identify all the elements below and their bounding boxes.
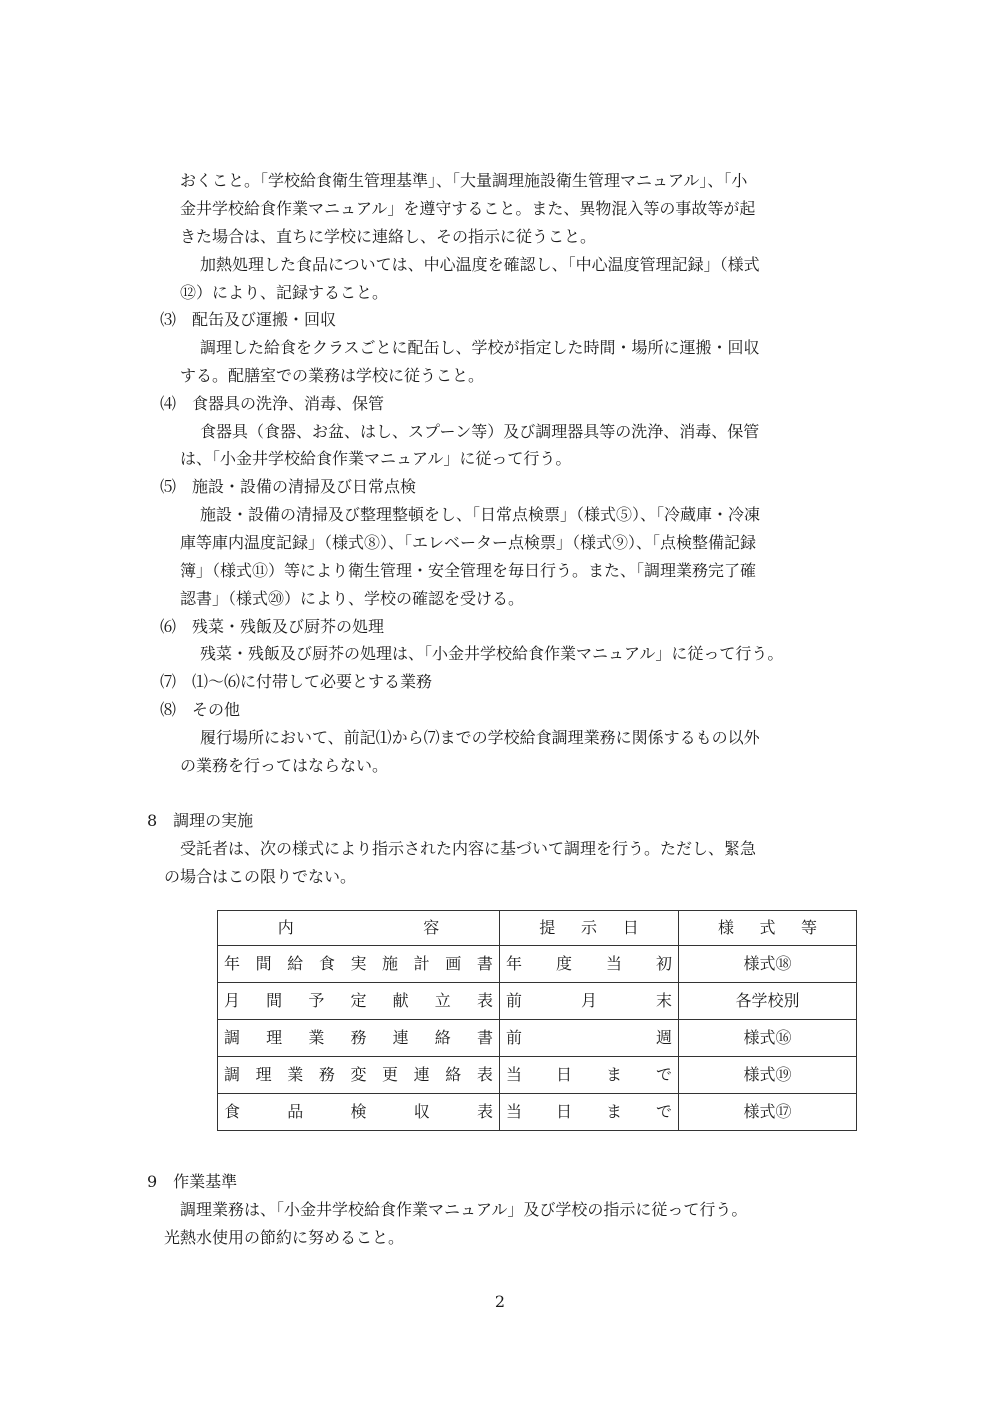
cell-char: で — [655, 1065, 672, 1084]
paragraph-line: する。配膳室での業務は学校に従うこと。 — [180, 366, 485, 385]
cell-char: ま — [605, 1102, 622, 1121]
cell-char: 検 — [350, 1102, 367, 1121]
section-heading: ⑹ 残菜・残飯及び厨芥の処理 — [160, 617, 385, 636]
paragraph-line: 履行場所において、前記⑴から⑺までの学校給食調理業務に関係するもの以外 — [200, 728, 760, 747]
cell-char: 書 — [476, 1028, 493, 1047]
header-content — [218, 911, 500, 946]
row-content — [218, 983, 500, 1020]
paragraph-line: の業務を行ってはならない。 — [180, 756, 389, 775]
cell-text — [506, 992, 672, 1010]
cell-char: 務 — [318, 1065, 335, 1084]
cell-char: 表 — [476, 1102, 493, 1121]
section-heading: ⑷ 食器具の洗浄、消毒、保管 — [160, 394, 385, 413]
paragraph-line: 庫等庫内温度記録」（様式⑧）、「エレベーター点検票」（様式⑨）、「点検整備記録 — [180, 533, 757, 552]
cell-char: 変 — [350, 1065, 367, 1084]
table-row — [218, 1020, 857, 1057]
cell-char: 日 — [555, 1102, 572, 1121]
table-row — [218, 983, 857, 1020]
chapter-heading: 8 調理の実施 — [147, 811, 254, 830]
section-heading: ⑺ ⑴～⑹に付帯して必要とする業務 — [160, 672, 433, 691]
cell-char: ま — [605, 1065, 622, 1084]
cell-char: 立 — [434, 991, 451, 1010]
cell-char: 書 — [476, 954, 493, 973]
row-content — [218, 1057, 500, 1094]
section-heading: ⑻ その他 — [160, 700, 241, 719]
header-char: 等 — [800, 918, 817, 937]
cell-char: 年 — [224, 954, 241, 973]
paragraph-line: は、「小金井学校給食作業マニュアル」に従って行う。 — [180, 449, 572, 468]
row-form: 様式⑰ — [679, 1094, 857, 1131]
cell-char: 表 — [476, 991, 493, 1010]
cell-char: 間 — [266, 991, 283, 1010]
cell-char: 絡 — [445, 1065, 462, 1084]
cell-char: 月 — [580, 991, 597, 1010]
header-char: 容 — [423, 918, 440, 937]
cell-text — [224, 1103, 493, 1121]
cell-text — [224, 992, 493, 1010]
cell-char: 調 — [224, 1065, 241, 1084]
table-row — [218, 1094, 857, 1131]
paragraph-line: 簿」（様式⑪）等により衛生管理・安全管理を毎日行う。また、「調理業務完了確 — [180, 561, 757, 580]
section-heading: ⑶ 配缶及び運搬・回収 — [160, 310, 337, 329]
cell-char: 表 — [476, 1065, 493, 1084]
form-table — [217, 910, 857, 1131]
cell-char: 施 — [382, 954, 399, 973]
row-content — [218, 1020, 500, 1057]
cell-char: 給 — [287, 954, 304, 973]
cell-char: 計 — [413, 954, 430, 973]
header-text — [224, 919, 493, 937]
chapter-heading: 9 作業基準 — [147, 1172, 238, 1191]
cell-char: 初 — [655, 954, 672, 973]
paragraph-line: 調理した給食をクラスごとに配缶し、学校が指定した時間・場所に運搬・回収 — [200, 338, 760, 357]
paragraph-line: 残菜・残飯及び厨芥の処理は、「小金井学校給食作業マニュアル」に従って行う。 — [200, 644, 784, 663]
paragraph-line: 認書」（様式⑳）により、学校の確認を受ける。 — [180, 589, 525, 608]
cell-char: 度 — [555, 954, 572, 973]
cell-char: 理 — [266, 1028, 283, 1047]
cell-char: 画 — [445, 954, 462, 973]
cell-char: 前 — [506, 991, 523, 1010]
cell-char: 食 — [224, 1102, 241, 1121]
cell-char: 調 — [224, 1028, 241, 1047]
header-text — [506, 919, 672, 937]
cell-char: 間 — [255, 954, 272, 973]
paragraph-line: 加熱処理した食品については、中心温度を確認し、「中心温度管理記録」（様式 — [200, 255, 760, 274]
cell-char: 献 — [392, 991, 409, 1010]
section-heading: ⑸ 施設・設備の清掃及び日常点検 — [160, 477, 417, 496]
cell-char: 定 — [350, 991, 367, 1010]
cell-char: 品 — [287, 1102, 304, 1121]
row-form: 各学校別 — [679, 983, 857, 1020]
cell-char: 食 — [318, 954, 335, 973]
header-char: 様 — [718, 918, 735, 937]
cell-char: 連 — [392, 1028, 409, 1047]
row-content — [218, 946, 500, 983]
paragraph-line: 施設・設備の清掃及び整理整頓をし、「日常点検票」（様式⑤）、「冷蔵庫・冷凍 — [200, 505, 761, 524]
paragraph-line: きた場合は、直ちに学校に連絡し、その指示に従うこと。 — [180, 227, 597, 246]
row-form: 様式⑲ — [679, 1057, 857, 1094]
cell-char: 連 — [413, 1065, 430, 1084]
cell-text — [224, 1029, 493, 1047]
cell-text — [506, 1103, 672, 1121]
table-header-row — [218, 911, 857, 946]
header-char: 提 — [539, 918, 556, 937]
cell-char: で — [655, 1102, 672, 1121]
row-date — [500, 1020, 679, 1057]
cell-text — [224, 955, 493, 973]
cell-char: 更 — [382, 1065, 399, 1084]
cell-char: 年 — [506, 954, 523, 973]
cell-char: 週 — [655, 1028, 672, 1047]
cell-char: 月 — [224, 991, 241, 1010]
cell-char: 実 — [350, 954, 367, 973]
cell-char: 理 — [255, 1065, 272, 1084]
row-date — [500, 983, 679, 1020]
paragraph-line: おくこと。「学校給食衛生管理基準」、「大量調理施設衛生管理マニュアル」、「小 — [180, 171, 748, 190]
paragraph-line: 調理業務は、「小金井学校給食作業マニュアル」及び学校の指示に従って行う。 — [180, 1200, 748, 1219]
cell-char: 日 — [555, 1065, 572, 1084]
cell-char: 業 — [308, 1028, 325, 1047]
paragraph-line: 金井学校給食作業マニュアル」を遵守すること。また、異物混入等の事故等が起 — [180, 199, 756, 218]
row-form: 様式⑯ — [679, 1020, 857, 1057]
row-form: 様式⑱ — [679, 946, 857, 983]
table-row — [218, 946, 857, 983]
cell-char: 当 — [605, 954, 622, 973]
cell-char: 予 — [308, 991, 325, 1010]
cell-text — [506, 1029, 672, 1047]
header-form — [679, 911, 857, 946]
cell-text — [224, 1066, 493, 1084]
paragraph-line: 受託者は、次の様式により指示された内容に基づいて調理を行う。ただし、緊急 — [180, 839, 757, 858]
paragraph-line: の場合はこの限りでない。 — [164, 867, 357, 886]
row-date — [500, 1094, 679, 1131]
table-row — [218, 1057, 857, 1094]
cell-char: 業 — [287, 1065, 304, 1084]
row-date — [500, 946, 679, 983]
header-char: 示 — [580, 918, 597, 937]
header-date — [500, 911, 679, 946]
paragraph-line: 食器具（食器、お盆、はし、スプーン等）及び調理器具等の洗浄、消毒、保管 — [200, 422, 760, 441]
header-char: 内 — [277, 918, 294, 937]
header-char: 式 — [759, 918, 776, 937]
cell-char: 務 — [350, 1028, 367, 1047]
cell-char: 収 — [413, 1102, 430, 1121]
cell-char: 当 — [506, 1065, 523, 1084]
cell-char: 末 — [655, 991, 672, 1010]
row-date — [500, 1057, 679, 1094]
paragraph-line: 光熱水使用の節約に努めること。 — [164, 1228, 405, 1247]
page-number: 2 — [494, 1292, 506, 1311]
cell-text — [506, 1066, 672, 1084]
cell-text — [506, 955, 672, 973]
header-char: 日 — [622, 918, 639, 937]
header-text — [685, 919, 850, 937]
cell-char: 前 — [506, 1028, 523, 1047]
row-content — [218, 1094, 500, 1131]
cell-char: 当 — [506, 1102, 523, 1121]
paragraph-line: ⑫）により、記録すること。 — [180, 283, 389, 302]
cell-char: 絡 — [434, 1028, 451, 1047]
